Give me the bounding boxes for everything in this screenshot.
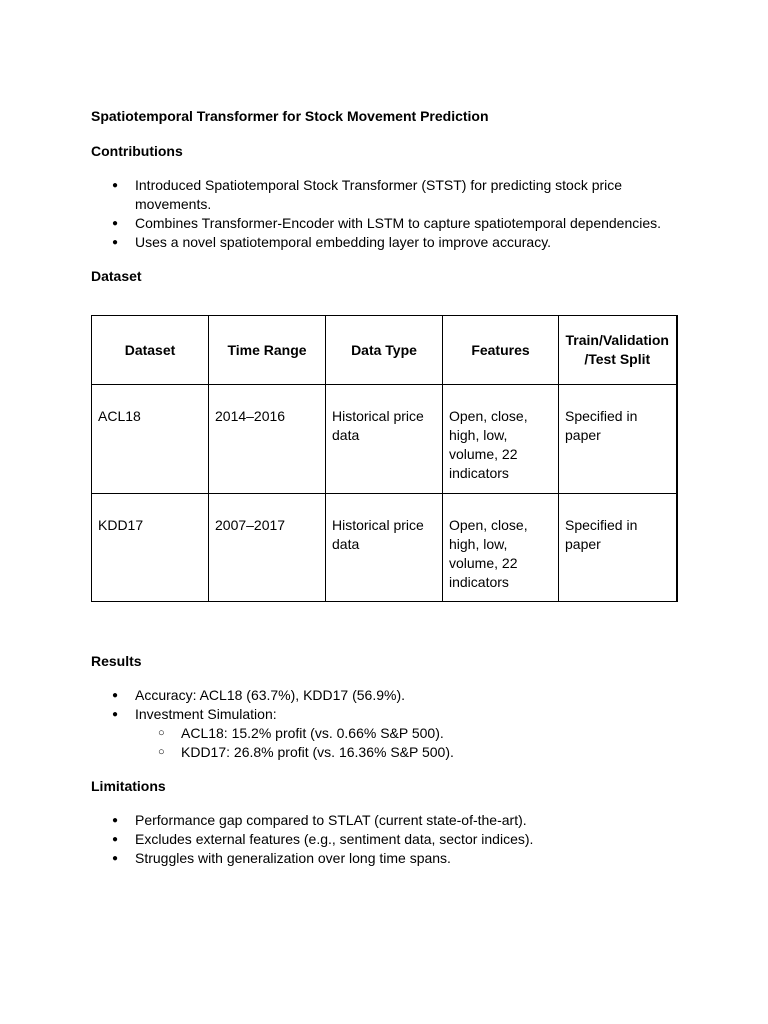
table-cell: ACL18 — [92, 385, 209, 494]
list-item: ○ KDD17: 26.8% profit (vs. 16.36% S&P 500). — [91, 743, 691, 762]
list-item: ● Excludes external features (e.g., sentiment data, sector indices). — [91, 830, 691, 849]
table-cell: Open, close, high, low, volume, 22 indicators — [443, 385, 559, 494]
table-header-row — [92, 316, 677, 385]
table-cell: Historical price data — [326, 385, 443, 494]
table-cell: 2014–2016 — [209, 385, 326, 494]
document-page — [91, 107, 691, 868]
list-item: ● Investment Simulation: — [91, 705, 691, 724]
list-item: ● Introduced Spatiotemporal Stock Transformer (STST) for predicting stock price movements. — [91, 176, 691, 214]
table-cell: Open, close, high, low, volume, 22 indicators — [443, 494, 559, 602]
table-cell: KDD17 — [92, 494, 209, 602]
list-item: ○ ACL18: 15.2% profit (vs. 0.66% S&P 500). — [91, 724, 691, 743]
list-item: ● Combines Transformer-Encoder with LSTM to capture spatiotemporal dependencies. — [91, 214, 691, 233]
list-item: ● Accuracy: ACL18 (63.7%), KDD17 (56.9%). — [91, 686, 691, 705]
table-header-cell: Dataset — [92, 316, 209, 385]
table-cell: Historical price data — [326, 494, 443, 602]
dataset-table — [91, 315, 678, 602]
dataset-heading: Dataset — [91, 268, 142, 284]
table-header-cell: Train/Validation /Test Split — [559, 316, 677, 385]
results-heading: Results — [91, 653, 142, 669]
table-header-cell: Time Range — [209, 316, 326, 385]
limitations-heading: Limitations — [91, 778, 166, 794]
list-item: ● Uses a novel spatiotemporal embedding layer to improve accuracy. — [91, 233, 691, 252]
results-list — [91, 686, 691, 724]
table-cell: Specified in paper — [559, 494, 677, 602]
table-header-cell: Data Type — [326, 316, 443, 385]
table-cell: 2007–2017 — [209, 494, 326, 602]
results-sub-list — [91, 724, 691, 762]
table-cell: Specified in paper — [559, 385, 677, 494]
contributions-heading: Contributions — [91, 143, 183, 159]
table-row — [92, 494, 677, 602]
table-row — [92, 385, 677, 494]
table-header-cell: Features — [443, 316, 559, 385]
limitations-list — [91, 811, 691, 868]
document-title: Spatiotemporal Transformer for Stock Movement Prediction — [91, 108, 489, 124]
contributions-list — [91, 176, 691, 252]
list-item: ● Struggles with generalization over long time spans. — [91, 849, 691, 868]
list-item: ● Performance gap compared to STLAT (current state-of-the-art). — [91, 811, 691, 830]
